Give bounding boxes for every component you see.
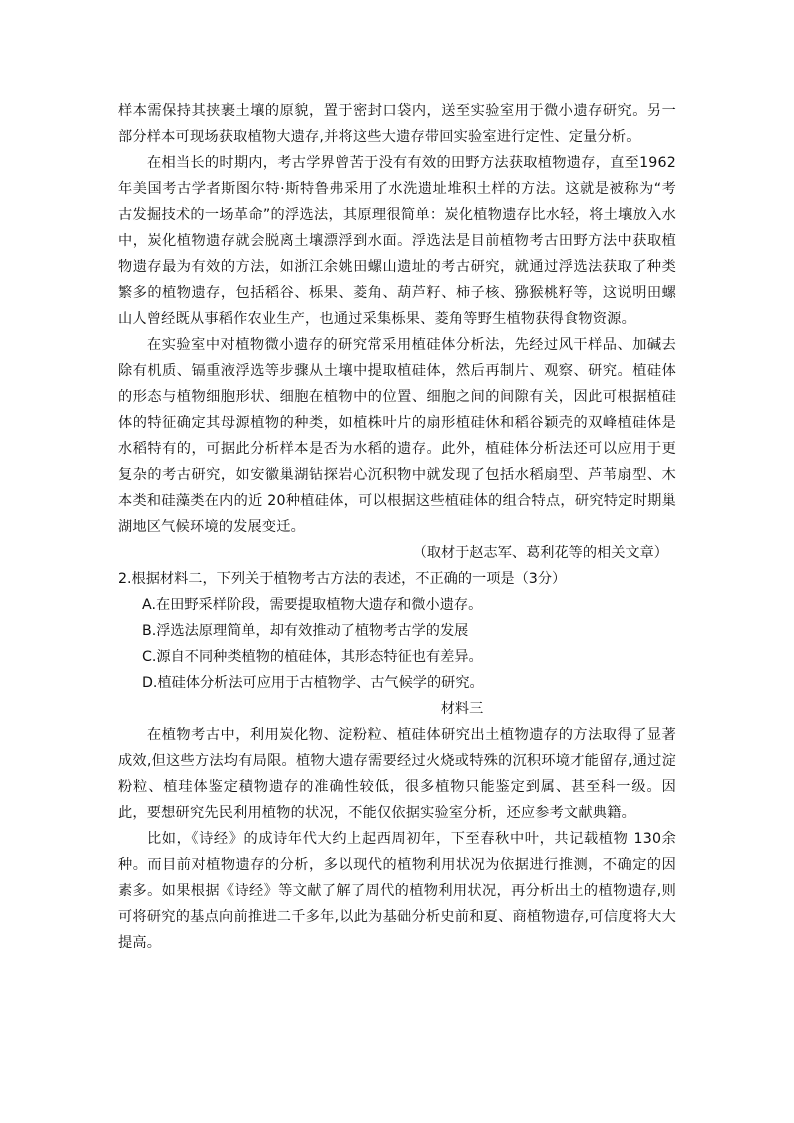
material3-paragraph-2: 比如，《诗经》的成诗年代大约上起西周初年，下至春秋中叶，共记载植物 130余种。而目前对植物遗存的分析，多以现代的植物利用状况为依据进行推测，不确定的因素多。如果根据《诗经》等文献了解了周代的植物利用状况，再分析出土的植物遗存,则可将研究的基点向前推进二千多年,以此为基础分析史前和夏、商植物遗存,可信度将大大提高。 — [118, 831, 676, 951]
material3-paragraph-1: 在植物考古中，利用炭化物、淀粉粒、植硅体研究出土植物遗存的方法取得了显著成效,但这些方法均有局限。植物大遗存需要经过火烧或特殊的沉积环境才能留存,通过淀粉粒、植珪体鉴定積物遗存的准确性较低，很多植物只能鉴定到属、甚至科一级。因此，要想研究先民利用植物的状况，不能仅依据实验室分析，还应参考文献典籍。 — [118, 727, 676, 821]
question-2-option-a: A.在田野采样阶段，需要提取植物大遗存和微小遗存。 — [142, 597, 483, 613]
material2-paragraph-phytolith: 在实验室中对植物微小遗存的研究常采用植硅体分析法，先经过风干样品、加碱去除有机质、镉重液浮选等步骤从土壤中提取植硅体，然后再制片、观察、研究。植硅体的形态与植物细胞形状、细胞在植物中的位置、细胞之间的间隙有关，因此可根据植硅体的特征确定其母源植物的种类，如植株叶片的扇形植硅休和稻谷颖壳的双峰植硅体是水稻特有的，可据此分析样本是否为水稻的遗存。此外，植硅体分析法还可以应用于更复杂的考古研究，如安徽巢湖钻探岩心沉积物中就发现了包括水稻扇型、芦苇扇型、木本类和硅藻类在内的近 20种植硅体，可以根据这些植硅体的组合特点，研究特定时期巢湖地区气候环境的发展变迁。 — [118, 337, 676, 535]
question-2-stem: 2.根据材料二，下列关于植物考古方法的表述，不正确的一项是（3分） — [118, 571, 567, 587]
material2-paragraph-flotation: 在相当长的时期内，考古学界曾苦于没有有效的田野方法获取植物遗存，直至1962年美国考古学者斯图尔特·斯特鲁弗采用了水洗遗址堆积土样的方法。这就是被称为“考古发掘技术的一场革命”的浮选法，其原理很简单：炭化植物遗存比水轻，将土壤放入水中，炭化植物遗存就会脱离土壤漂浮到水面。浮选法是目前植物考古田野方法中获取植物遗存最为有效的方法，如浙江余姚田螺山遗址的考古研究，就通过浮选法获取了种类繁多的植物遗存，包括稻谷、栎果、菱角、葫芦籽、柿子核、猕猴桃籽等，这说明田螺山人曾经既从事稻作农业生产，也通过采集栎果、菱角等野生植物获得食物资源。 — [118, 155, 676, 327]
material2-paragraph-sampling: 样本需保持其挟裹土壤的原貌，置于密封口袋内，送至实验室用于微小遗存研究。另一部分样本可现场获取植物大遗存,并将这些大遗存带回实验室进行定性、定量分析。 — [118, 103, 676, 145]
material2-source: （取材于赵志军、葛利花等的相关文章） — [412, 545, 668, 561]
question-2-option-b: B.浮选法原理简单，却有效推动了植物考古学的发展 — [142, 623, 469, 639]
question-2-option-c: C.源自不同种类植物的植硅体，其形态特征也有差异。 — [142, 649, 483, 665]
document-page — [118, 98, 676, 956]
material3-title: 材料三 — [440, 701, 484, 717]
question-2-option-d: D.植硅体分析法可应用于古植物学、古气候学的研究。 — [142, 675, 484, 691]
